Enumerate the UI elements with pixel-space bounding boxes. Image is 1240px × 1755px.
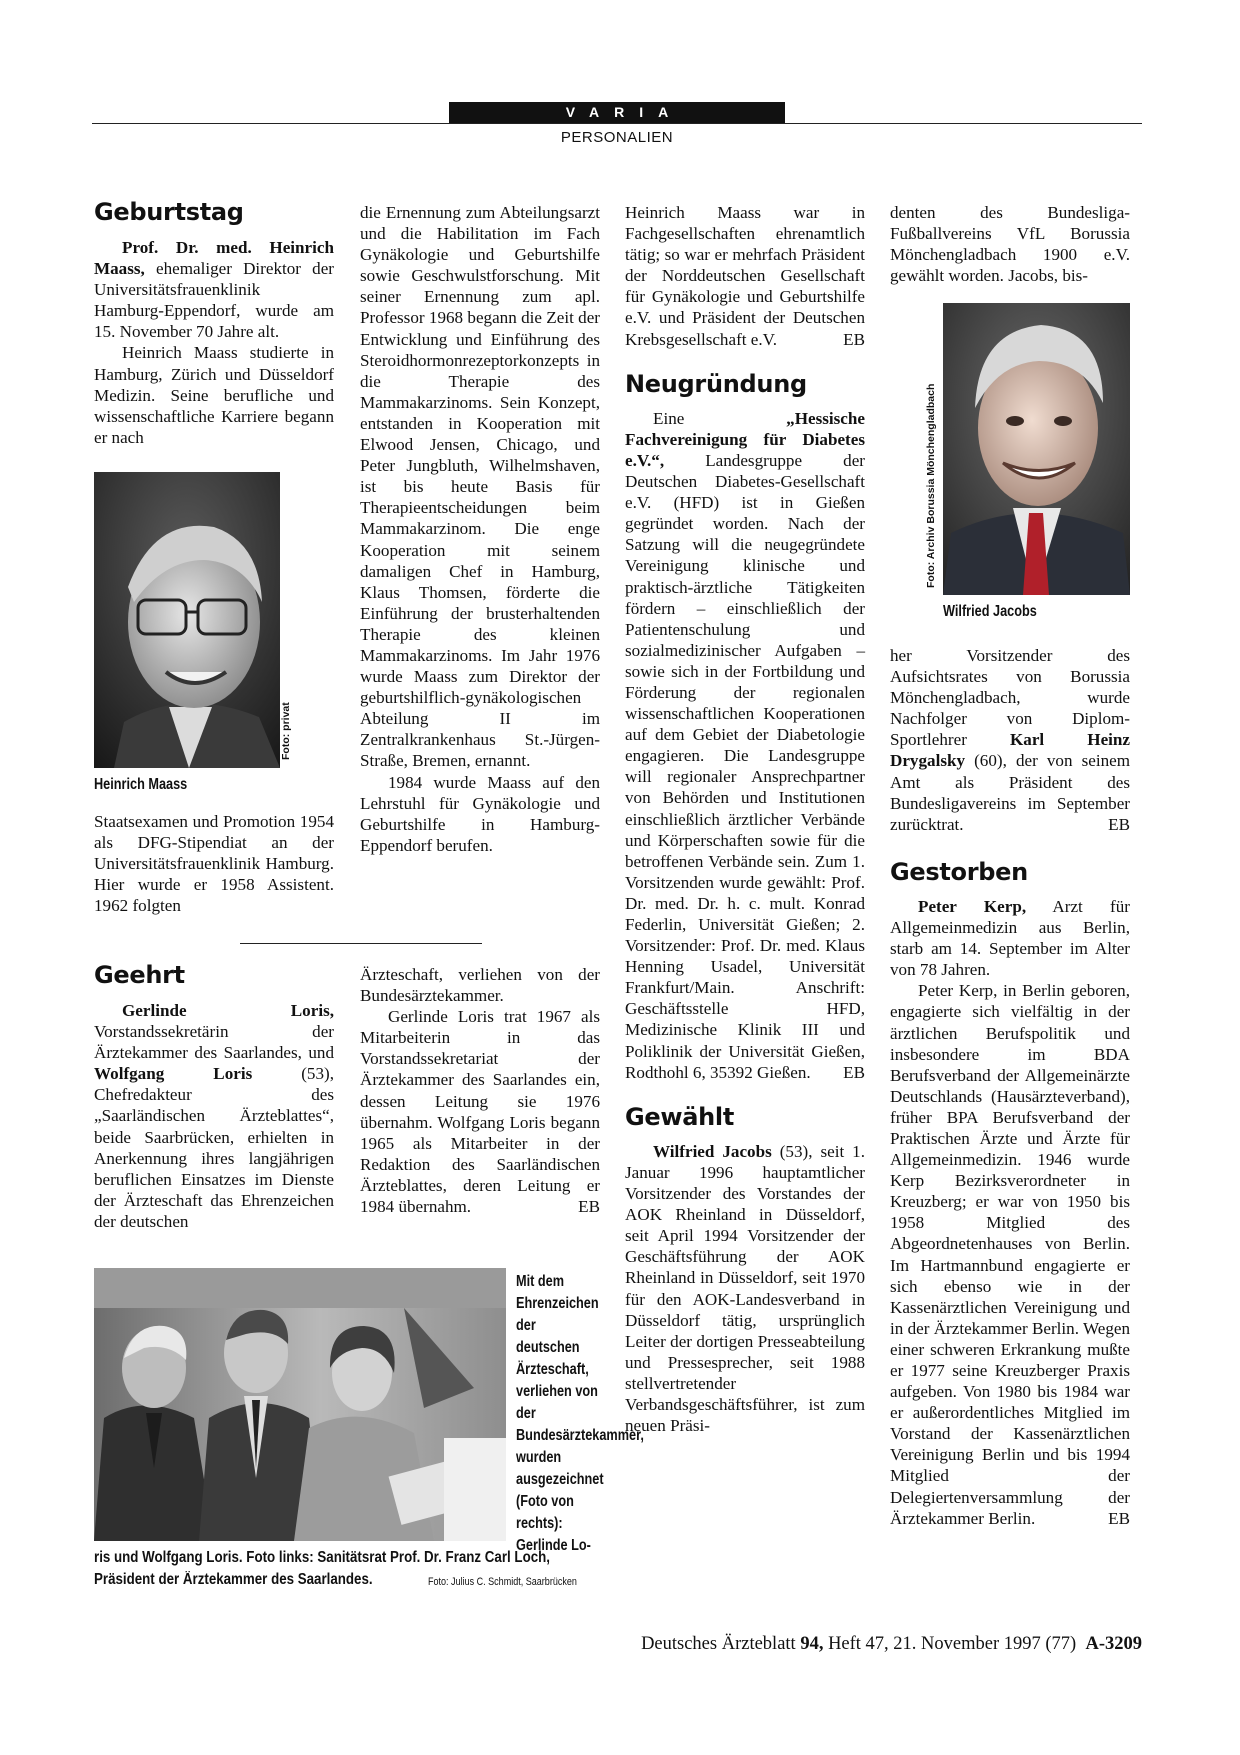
journal-name: Deutsches Ärzteblatt xyxy=(641,1634,801,1654)
heading-geehrt: Geehrt xyxy=(94,961,185,989)
photo-caption-line-1: ris und Wolfgang Loris. Foto links: Sanitätsrat Prof. Dr. Franz Carl Loch, xyxy=(94,1549,550,1566)
signature-eb: EB xyxy=(1108,814,1130,834)
subsection-label: PERSONALIEN xyxy=(560,129,674,146)
gewaehlt-paragraph-2: denten des Bundesliga-Fußballvereins VfL Borussia Mönchengladbach 1900 e.V. gewählt worden. Jacobs, bis- xyxy=(890,203,1130,286)
heading-gestorben: Gestorben xyxy=(890,857,1028,886)
signature-eb: EB xyxy=(843,1062,865,1082)
geburtstag-paragraph-6: Heinrich Maass war in Fachgesellschaften ehrenamtlich tätig; so war er mehrfach Präsident der Norddeutschen Gesellschaft für Gynäkologie und Geburtshilfe e.V. und Präsident der Deutschen Krebsgesellschaft e.V. xyxy=(625,203,865,349)
signature-eb: EB xyxy=(1108,1508,1130,1528)
column-4-bottom xyxy=(890,645,1130,1529)
photo-caption-maass: Heinrich Maass xyxy=(94,776,188,793)
geburtstag-col1-bottom xyxy=(94,811,334,916)
geehrt-paragraph-2: Ärzteschaft, verliehen von der Bundesärztekammer. xyxy=(360,965,600,1006)
photo-caption-jacobs: Wilfried Jacobs xyxy=(943,603,1037,620)
signature-eb: EB xyxy=(578,1197,600,1217)
geehrt-col2 xyxy=(360,964,600,1217)
volume-number: 94, xyxy=(800,1634,824,1654)
text: (53), seit 1. Januar 1996 hauptamtlicher Vorsitzender des Vorstandes der AOK Rheinland in Düsseldorf, seit April 1994 Vorsitzender der Geschäftsführung der AOK Rheinland in Düsseldorf, seit 1970 für den AOK-Landesverband in Düsseldorf tätig, ursprünglich Leiter der dortigen Presseabteilung und Pressesprecher, seit 1988 stellvertretender Verbandsgeschäftsführer, ist zum neuen Präsi- xyxy=(625,1141,865,1436)
person-name-gerlinde-loris: Gerlinde Loris, xyxy=(122,1001,334,1020)
geburtstag-paragraph-2: Heinrich Maass studierte in Hamburg, Zürich und Düsseldorf Medizin. Seine berufliche und wissenschaftliche Karriere begann er nach xyxy=(94,343,334,447)
geburtstag-paragraph-1 xyxy=(94,237,334,342)
photo-ehrenzeichen-verleihung xyxy=(94,1268,506,1541)
column-4-top xyxy=(890,202,1130,286)
section-label-varia: VARIA xyxy=(449,102,785,123)
photo-wilfried-jacobs xyxy=(943,303,1130,595)
text: Eine xyxy=(653,408,787,428)
organisation-name-hfd: „Hessische Fachvereinigung für Diabetes e.V.“, xyxy=(625,408,865,470)
text: Landesgruppe der Deutschen Diabetes-Gesellschaft e.V. (HFD) ist in Gießen gegründet worden. Nach der Satzung will die neugegründete Vereinigung klinische und praktisch-ärztliche Tätigkeiten fördern – einschließlich der Patientenschulung und sozialmedizinischer Aufgaben – sowie sich in der Fortbildung und Förderung der regionalen wissenschaftlichen Kooperationen auf dem Gebiet der Diabetologie engagieren. Die Landesgruppe will regionaler Ansprechpartner von Behörden und Institutionen einschließlich ärztlicher Verbände und Körperschaften sowie für die betroffenen Verbände sein. Zum 1. Vorsitzenden wurde gewählt: Prof. Dr. med. Dr. h. c. mult. Konrad Federlin, Universität Gießen; 2. Vorsitzender: Prof. Dr. med. Klaus Henning Usadel, Universität Frankfurt/Main. Anschrift: Geschäftsstelle HFD, Medizinische Klinik III und Poliklinik der Universität Gießen, Rodthohl 6, 35392 Gießen. xyxy=(625,450,865,1082)
geburtstag-paragraph-4: die Ernennung zum Abteilungsarzt und die Habilitation im Fach Gynäkologie und Geburtshilfe sowie Geschwulstforschung. Mit seiner Ernennung zum apl. Professor 1968 begann die Zeit der Entwicklung und Einführung des Steroidhormonrezeptorkonzepts in die Therapie des Mammakarzinoms. Sein Konzept, entstanden in Kooperation mit Elwood Jensen, Chicago, und Peter Jungbluth, Wilhelmshaven, ist bis heute Basis für Therapieentscheidungen beim Mammakarzinom. Die enge Kooperation mit seinem damaligen Chef in Hamburg, Klaus Thomsen, förderte die Einführung der brusterhaltenden Therapie des kleinen Mammakarzinoms. Im Jahr 1976 wurde Maass zum Direktor der geburtshilflich-gynäkologischen Abteilung II im Zentralkrankenhaus St.-Jürgen-Straße, Bremen, ernannt. xyxy=(360,203,600,771)
neugruendung-paragraph xyxy=(625,408,865,1083)
heading-geburtstag: Geburtstag xyxy=(94,198,244,226)
page-number: A-3209 xyxy=(1085,1634,1142,1654)
divider-rule xyxy=(240,943,482,944)
text: Arzt für Allgemeinmedizin aus Berlin, starb am 14. September im Alter von 78 Jahren. xyxy=(890,896,1130,980)
person-name-drygalsky: Karl Heinz Drygalsky xyxy=(890,730,1130,771)
photo-credit-schmidt: Foto: Julius C. Schmidt, Saarbrücken xyxy=(428,1576,577,1588)
heading-neugruendung: Neugründung xyxy=(625,369,807,398)
person-name-kerp: Peter Kerp, xyxy=(918,896,1027,916)
person-name-jacobs: Wilfried Jacobs xyxy=(653,1141,772,1161)
photo-caption-line-2: Präsident der Ärztekammer des Saarlandes. xyxy=(94,1571,373,1588)
column-3 xyxy=(625,202,865,1436)
gewaehlt-paragraph-3 xyxy=(890,645,1130,835)
gestorben-paragraph-1 xyxy=(890,896,1130,980)
geehrt-paragraph-3: Gerlinde Loris trat 1967 als Mitarbeiterin in das Vorstandssekretariat der Ärztekammer des Saarlandes ein, dessen Leitung sie 1976 übernahm. Wolfgang Loris begann 1965 als Mitarbeiter in der Redaktion des Saarländischen Ärzteblattes, deren Leitung er 1984 übernahm. xyxy=(360,1007,600,1217)
header-rule xyxy=(92,123,1142,124)
person-name-maass: Prof. Dr. med. Heinrich Maass, xyxy=(94,238,334,279)
geburtstag-paragraph-5: 1984 wurde Maass auf den Lehrstuhl für Gynäkologie und Geburtshilfe in Hamburg-Eppendorf berufen. xyxy=(360,772,600,855)
signature-eb: EB xyxy=(843,329,865,349)
text: (53), Chefredakteur des „Saarländischen Ärzteblattes“, beide Saarbrücken, erhielten in Anerkennung ihres langjährigen beruflichen Einsatzes im Dienste der Ärzteschaft das Ehrenzeichen der deutschen xyxy=(94,1064,334,1231)
geburtstag-col1-top xyxy=(94,197,334,448)
text: ehemaliger Direktor der Universitätsfrauenklinik Hamburg-Eppendorf, wurde am 15. November 70 Jahre alt. xyxy=(94,259,334,342)
gestorben-paragraph-2: Peter Kerp, in Berlin geboren, engagierte sich vielfältig in der ärztlichen Berufspolitik und insbesondere im BDA Berufsverband der Allgemeinärzte Deutschlands (Hausärzteverband), früher BPA Berufsverband der Praktischen Ärzte und Ärzte für Allgemeinmedizin. 1946 wurde Kerp Bezirksverordneter in Kreuzberg; er war von 1950 bis 1958 Mitglied des Abgeordnetenhauses von Berlin. Im Hartmannbund engagierte er sich ebenso wie in der Kassenärztlichen Vereinigung und in der Ärztekammer Berlin. Wegen einer schweren Erkrankung mußte er 1977 seine Kreuzberger Praxis aufgeben. Von 1980 bis 1984 war er außerordentliches Mitglied im Vorstand der Kassenärztlichen Vereinigung Berlin und bis 1994 Mitglied der Delegiertenversammlung der Ärztekammer Berlin. xyxy=(890,981,1130,1528)
page-footer xyxy=(560,1634,1142,1655)
person-name-wolfgang-loris: Wolfgang Loris xyxy=(94,1064,253,1084)
heading-gewaehlt: Gewählt xyxy=(625,1102,735,1131)
photo-credit-borussia: Foto: Archiv Borussia Mönchengladbach xyxy=(925,383,937,588)
photo-heinrich-maass xyxy=(94,472,280,768)
geburtstag-paragraph-3: Staatsexamen und Promotion 1954 als DFG-Stipendiat an der Universitätsfrauenklinik Hamburg. Hier wurde er 1958 Assistent. 1962 folgten xyxy=(94,812,334,916)
photo-caption-side: Mit dem Ehrenzeichen der deutschen Ärzteschaft, verliehen von der Bundesärztekammer, wurden ausgezeichnet (Foto von rechts): Gerlinde Lo- xyxy=(516,1273,644,1554)
photo-credit-maass: Foto: privat xyxy=(280,702,292,760)
geehrt-col1 xyxy=(94,960,334,1232)
text: her Vorsitzender des Aufsichtsrates von Borussia Mönchengladbach, wurde Nachfolger von Diplom-Sportlehrer xyxy=(890,646,1130,750)
text: (60), der von seinem Amt als Präsident des Bundesligavereins im September zurücktrat. xyxy=(890,751,1130,834)
geburtstag-col2 xyxy=(360,202,600,856)
geehrt-paragraph-1 xyxy=(94,1000,334,1232)
issue-info: Heft 47, 21. November 1997 (77) xyxy=(823,1634,1086,1654)
gewaehlt-paragraph-1 xyxy=(625,1141,865,1436)
text: Vorstandssekretärin der Ärztekammer des Saarlandes, und xyxy=(94,1022,334,1063)
